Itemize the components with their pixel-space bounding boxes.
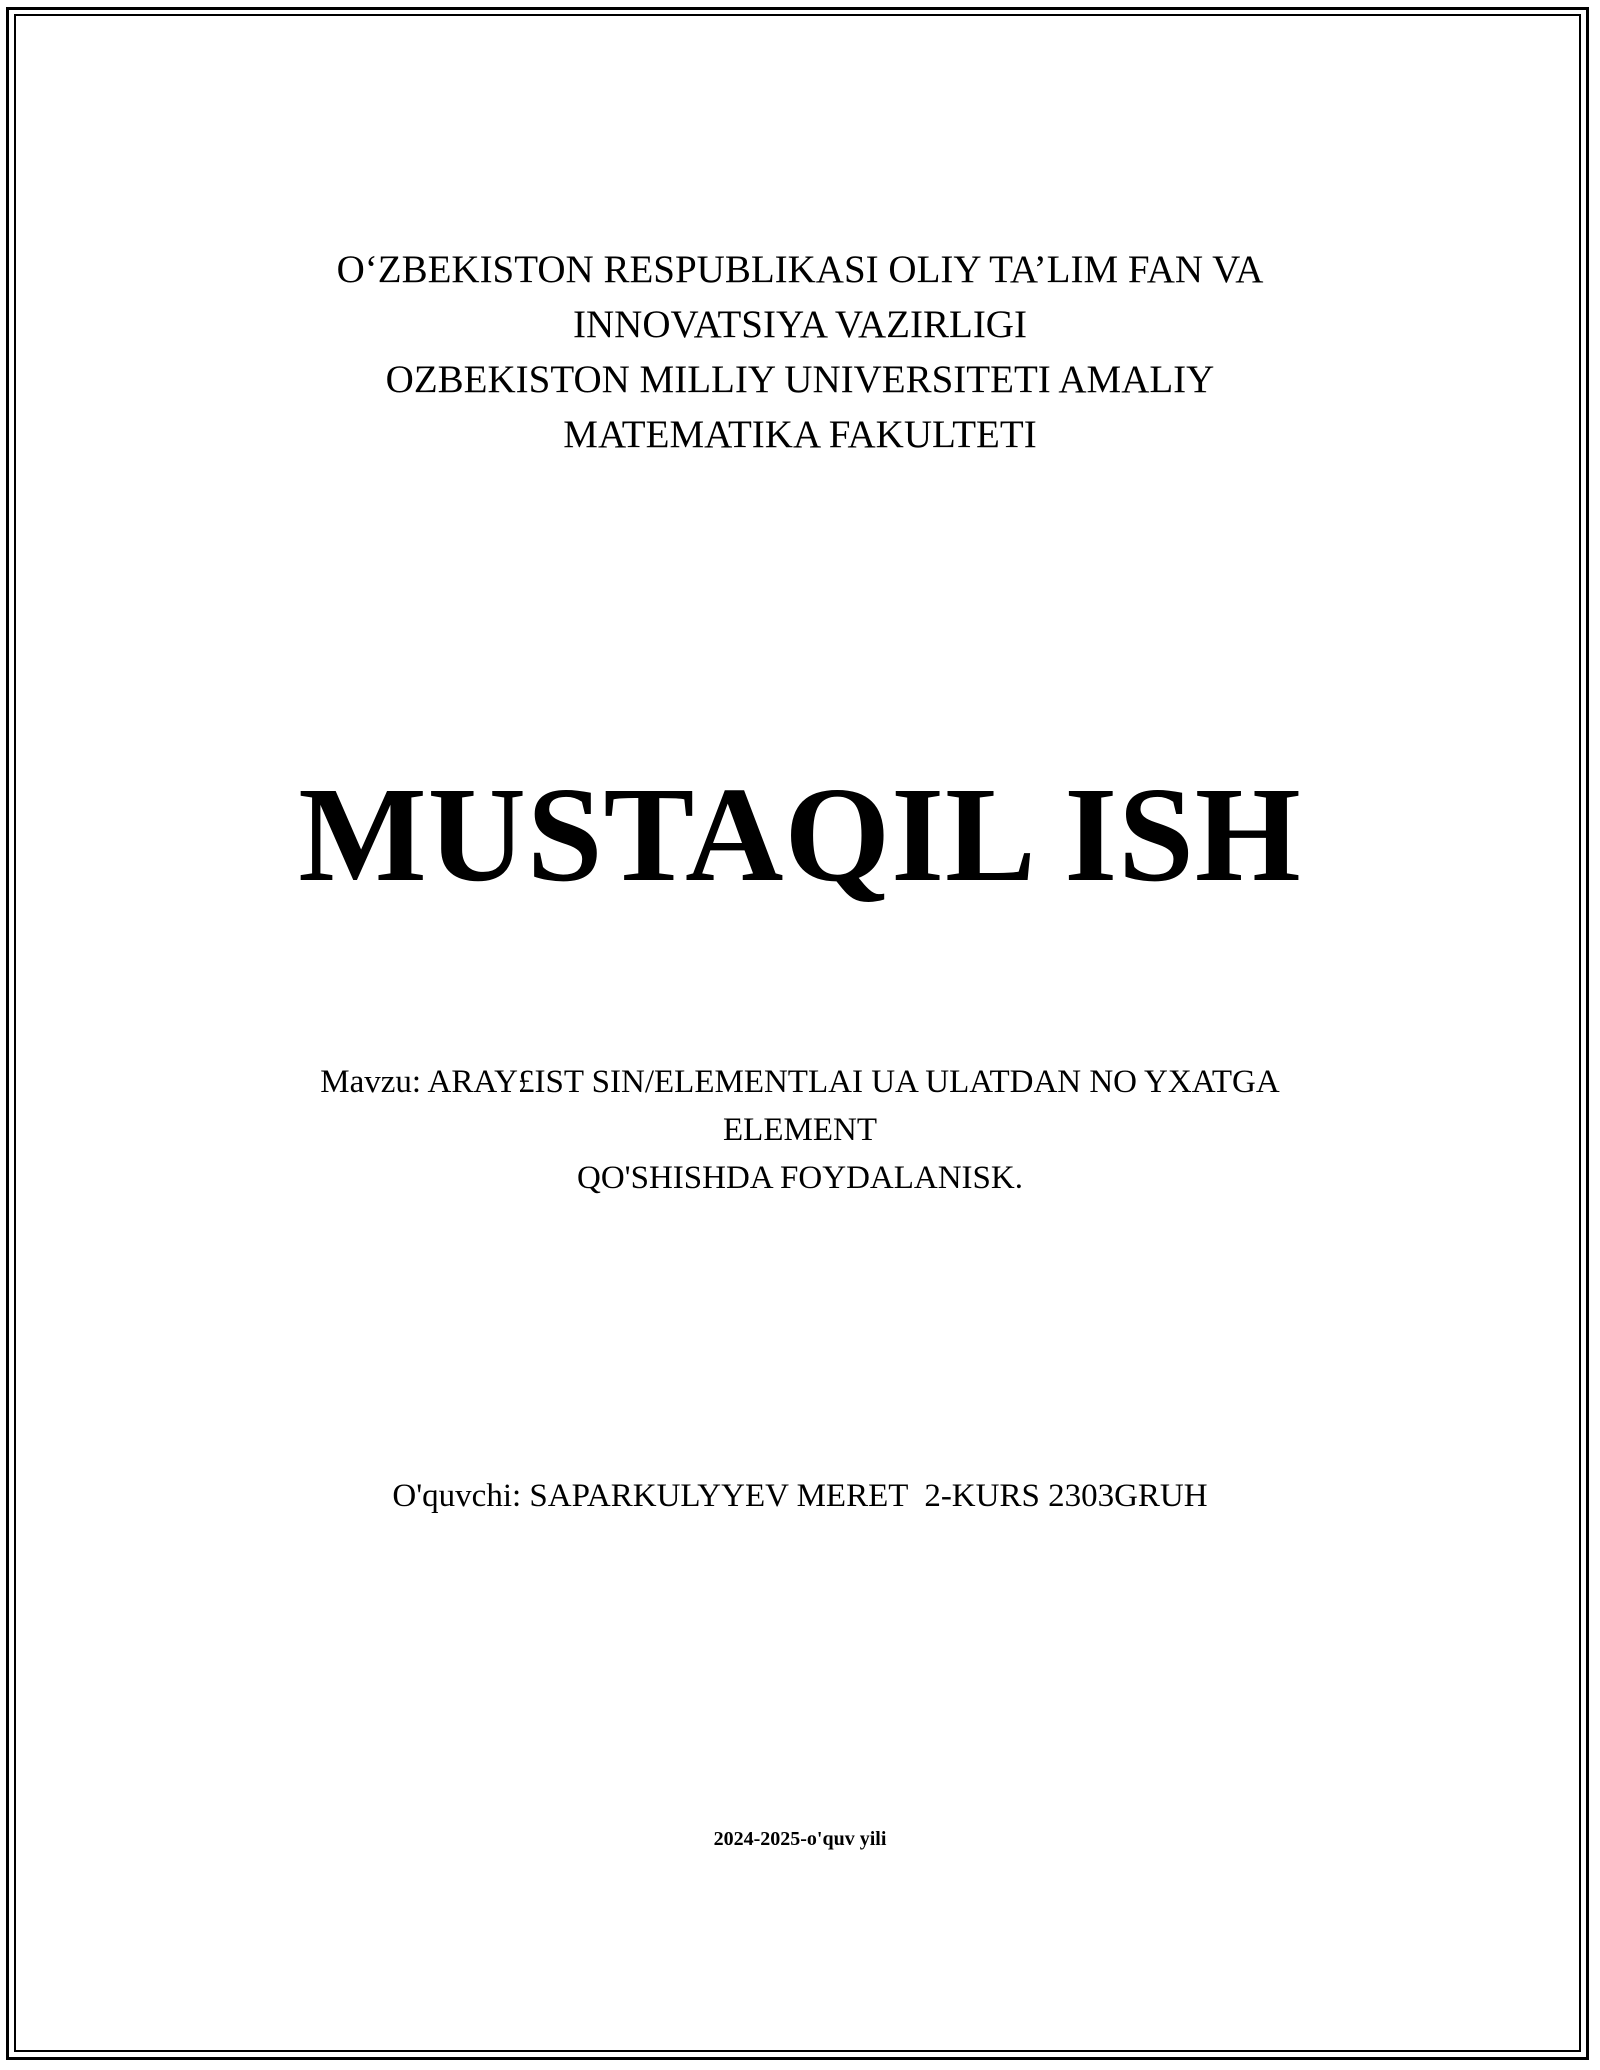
student-info	[0, 1472, 1600, 1520]
student-line: O'quvchi: SAPARKULYYEV MERET 2-KURS 2303GRUH	[392, 1478, 1208, 1514]
topic-line: Mavzu: ARAY£IST SIN/ELEMENTLAI UA ULATDAN NO YXATGA	[320, 1064, 1280, 1100]
header-line: INNOVATSIYA VAZIRLIGI	[573, 303, 1027, 346]
institution-header	[0, 242, 1600, 462]
title-text: MUSTAQIL ISH	[298, 760, 1302, 910]
academic-year	[0, 1826, 1600, 1852]
header-line: O‘ZBEKISTON RESPUBLIKASI OLIY TA’LIM FAN VA	[336, 248, 1264, 291]
topic-line: ELEMENT	[723, 1112, 877, 1148]
topic-line: QO'SHISHDA FOYDALANISK.	[577, 1160, 1023, 1196]
year-text: 2024-2025-o'quv yili	[713, 1828, 887, 1850]
topic-block	[0, 1058, 1600, 1202]
document-title	[0, 760, 1600, 910]
header-line: MATEMATIKA FAKULTETI	[563, 413, 1037, 456]
header-line: OZBEKISTON MILLIY UNIVERSITETI AMALIY	[385, 358, 1215, 401]
